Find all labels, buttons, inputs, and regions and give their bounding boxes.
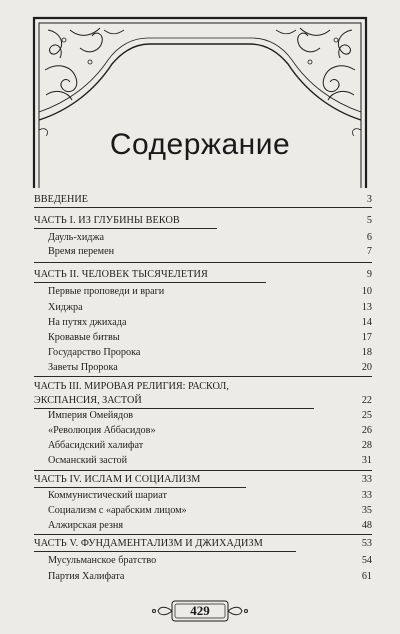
toc-entry-label: «Революция Аббасидов» bbox=[48, 425, 156, 436]
toc-entry-label: Алжирская резня bbox=[48, 520, 123, 531]
toc-part-4 bbox=[34, 474, 372, 486]
toc-entry-label: Кровавые битвы bbox=[48, 332, 120, 343]
toc-entry-label: ЧАСТЬ II. ЧЕЛОВЕК ТЫСЯЧЕЛЕТИЯ bbox=[34, 269, 208, 280]
toc-entry-label-line2: ЭКСПАНСИЯ, ЗАСТОЙ bbox=[34, 394, 142, 406]
toc-part-1 bbox=[34, 215, 372, 227]
toc-entry bbox=[48, 555, 372, 567]
toc-entry-label: Государство Пророка bbox=[48, 347, 141, 358]
toc-entry-label: Османский застой bbox=[48, 455, 128, 466]
toc-entry-page: 48 bbox=[361, 520, 372, 531]
toc-entry-page: 18 bbox=[361, 347, 372, 358]
toc-divider bbox=[34, 534, 372, 535]
toc-entry-page: 14 bbox=[361, 317, 372, 328]
toc-entry bbox=[48, 440, 372, 452]
toc-entry-label-line1: ЧАСТЬ III. МИРОВАЯ РЕЛИГИЯ: РАСКОЛ, bbox=[34, 381, 229, 392]
toc-entry bbox=[48, 425, 372, 437]
toc-entry-label: ВВЕДЕНИЕ bbox=[34, 194, 88, 205]
toc-entry-page: 5 bbox=[366, 215, 372, 226]
toc-entry-label: Время перемен bbox=[48, 246, 115, 257]
toc-entry bbox=[48, 302, 372, 314]
toc-entry bbox=[48, 490, 372, 502]
toc-entry bbox=[48, 317, 372, 329]
toc-entry-label: Партия Халифата bbox=[48, 571, 125, 582]
page-number: 429 bbox=[190, 603, 210, 618]
toc-entry-page: 25 bbox=[361, 410, 372, 421]
toc-entry bbox=[48, 410, 372, 422]
toc-entry bbox=[48, 455, 372, 467]
toc-part-underline bbox=[34, 408, 314, 409]
toc-entry-label: ЧАСТЬ I. ИЗ ГЛУБИНЫ ВЕКОВ bbox=[34, 215, 180, 226]
toc-divider bbox=[34, 376, 372, 377]
toc-part-2 bbox=[34, 269, 372, 281]
toc-entry-page: 28 bbox=[361, 440, 372, 451]
toc-part-underline bbox=[34, 487, 246, 488]
toc-entry bbox=[48, 571, 372, 583]
page-title: Содержание bbox=[109, 128, 291, 161]
toc-entry-label: Аббасидский халифат bbox=[48, 440, 144, 451]
toc-entry bbox=[48, 520, 372, 532]
toc-entry-page: 33 bbox=[361, 474, 372, 485]
toc-entry bbox=[48, 362, 372, 374]
toc-entry-label: Заветы Пророка bbox=[48, 362, 118, 373]
toc-entry-page: 26 bbox=[361, 425, 372, 436]
toc-entry-page: 13 bbox=[361, 302, 372, 313]
toc-part-underline bbox=[34, 551, 296, 552]
toc-entry-label: Империя Омейядов bbox=[48, 410, 134, 421]
toc-part-underline bbox=[34, 228, 217, 229]
toc-entry-label: Коммунистический шариат bbox=[48, 490, 167, 501]
toc-entry-page: 22 bbox=[361, 394, 372, 406]
toc-entry-page: 7 bbox=[366, 246, 372, 257]
toc-entry-introduction bbox=[34, 194, 372, 206]
toc-entry-label: Хиджра bbox=[48, 302, 83, 313]
toc-entry-page: 10 bbox=[361, 286, 372, 297]
toc-entry-label: Дауль-хиджа bbox=[48, 232, 105, 243]
toc-entry-page: 31 bbox=[361, 455, 372, 466]
toc-entry bbox=[48, 332, 372, 344]
toc-entry-page: 17 bbox=[361, 332, 372, 343]
toc-entry-page: 54 bbox=[361, 555, 372, 566]
toc-entry-label: Социализм с «арабским лицом» bbox=[48, 505, 187, 516]
toc-entry-page: 33 bbox=[361, 490, 372, 501]
toc-entry-page: 6 bbox=[366, 232, 372, 243]
toc-entry-page: 61 bbox=[361, 571, 372, 582]
toc-entry-page: 9 bbox=[366, 269, 372, 280]
toc-entry-page: 3 bbox=[366, 194, 372, 205]
toc-entry bbox=[48, 246, 372, 258]
toc-part-5 bbox=[34, 538, 372, 550]
toc-entry-label: Мусульманское братство bbox=[48, 555, 157, 566]
toc-entry-page: 53 bbox=[361, 538, 372, 549]
toc-divider bbox=[34, 207, 372, 208]
toc-entry bbox=[48, 505, 372, 517]
toc-part-3 bbox=[34, 380, 372, 407]
toc-entry bbox=[48, 232, 372, 244]
toc-entry bbox=[48, 347, 372, 359]
toc-entry-page: 35 bbox=[361, 505, 372, 516]
toc-part-underline bbox=[34, 282, 266, 283]
toc-entry-label: Первые проповеди и враги bbox=[48, 286, 165, 297]
toc-divider bbox=[34, 470, 372, 471]
toc-divider bbox=[34, 262, 372, 263]
toc-entry-page: 20 bbox=[361, 362, 372, 373]
toc-entry-label: На путях джихада bbox=[48, 317, 127, 328]
toc-entry-label: ЧАСТЬ V. ФУНДАМЕНТАЛИЗМ И ДЖИХАДИЗМ bbox=[34, 538, 263, 549]
toc-entry bbox=[48, 286, 372, 298]
toc-entry-label: ЧАСТЬ IV. ИСЛАМ И СОЦИАЛИЗМ bbox=[34, 474, 201, 485]
